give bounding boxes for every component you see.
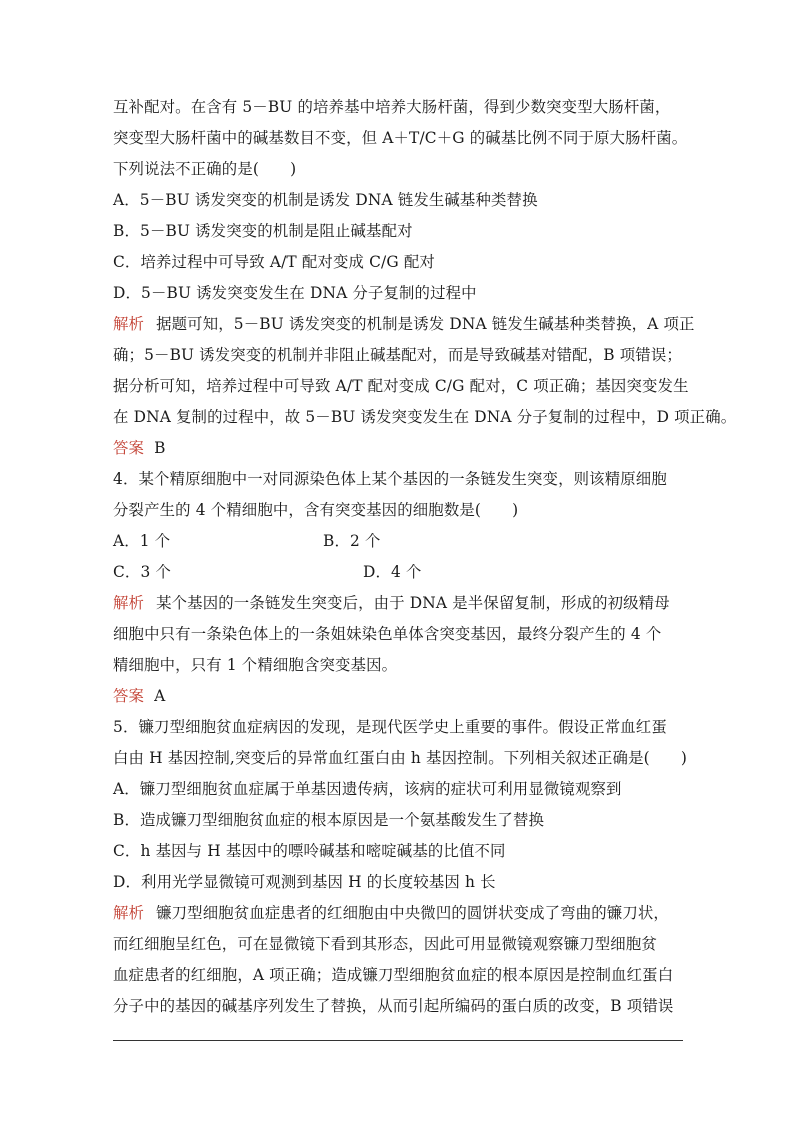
q5-option-b: B．造成镰刀型细胞贫血症的根本原因是一个氨基酸发生了替换: [113, 811, 545, 829]
q5-option-a: A．镰刀型细胞贫血症属于单基因遗传病，该病的症状可利用显微镜观察到: [113, 780, 622, 798]
q4-answer-line: [113, 681, 685, 712]
q4-analysis-line-2: 细胞中只有一条染色体上的一条姐妹染色单体含突变基因，最终分裂产生的 4 个: [113, 625, 662, 643]
q4-analysis-label: 解析: [113, 594, 145, 612]
q3-analysis-line-3: 据分析可知，培养过程中可导致 A/T 配对变成 C/G 配对，C 项正确；基因突变发生: [113, 377, 689, 395]
q4-option-d: D．4 个: [363, 563, 422, 581]
q5-analysis-label: 解析: [113, 904, 145, 922]
q3-analysis-line-2: 确；5－BU 诱发突变的机制并非阻止碱基配对，而是导致碱基对错配，B 项错误；: [113, 346, 682, 364]
q4-option-a: A．1 个: [113, 532, 171, 550]
q3-analysis-label: 解析: [113, 315, 145, 333]
q5-analysis-line-4: 分子中的基因的碱基序列发生了替换，从而引起所编码的蛋白质的改变，B 项错误: [113, 997, 674, 1015]
q4-option-c: C．3 个: [113, 563, 171, 581]
q4-analysis-line-1: [113, 588, 685, 619]
q3-answer-line: [113, 433, 685, 464]
q3-answer-value: B: [154, 439, 166, 457]
q5-stem-line-2: 白由 H 基因控制,突变后的异常血红蛋白由 h 基因控制。下列相关叙述正确是( ): [113, 749, 687, 767]
q3-analysis-line-4: 在 DNA 复制的过程中，故 5－BU 诱发突变发生在 DNA 分子复制的过程中，D 项正确。: [113, 408, 737, 426]
q4-answer-label: 答案: [113, 687, 145, 705]
q4-options-row-2: [113, 557, 685, 588]
q3-option-d: D．5－BU 诱发突变发生在 DNA 分子复制的过程中: [113, 284, 477, 302]
q3-option-b: B．5－BU 诱发突变的机制是阻止碱基配对: [113, 222, 413, 240]
q3-analysis-line-1: [113, 309, 695, 340]
q4-option-b: B．2 个: [323, 532, 381, 550]
q4-analysis-text-1: 某个基因的一条链发生突变后，由于 DNA 是半保留复制，形成的初级精母: [156, 594, 670, 612]
q3-stem-line-3: 下列说法不正确的是( ): [113, 160, 297, 178]
q5-option-d: D．利用光学显微镜可观测到基因 H 的长度较基因 h 长: [113, 873, 496, 891]
q5-analysis-line-1: [113, 898, 685, 929]
document-body: [113, 92, 737, 1022]
q5-stem-line-1: 5．镰刀型细胞贫血症病因的发现，是现代医学史上重要的事件。假设正常血红蛋: [113, 718, 667, 736]
q3-answer-label: 答案: [113, 439, 145, 457]
q3-stem-line-1: 互补配对。在含有 5－BU 的培养基中培养大肠杆菌，得到少数突变型大肠杆菌，: [113, 98, 671, 116]
q4-options-row-1: [113, 526, 685, 557]
q5-analysis-text-1: 镰刀型细胞贫血症患者的红细胞由中央微凹的圆饼状变成了弯曲的镰刀状，: [156, 904, 669, 922]
q3-option-c: C．培养过程中可导致 A/T 配对变成 C/G 配对: [113, 253, 435, 271]
page-bottom-rule: [113, 1040, 683, 1041]
q5-analysis-line-2: 而红细胞呈红色，可在显微镜下看到其形态，因此可用显微镜观察镰刀型细胞贫: [113, 935, 657, 953]
q3-option-a: A．5－BU 诱发突变的机制是诱发 DNA 链发生碱基种类替换: [113, 191, 538, 209]
q5-option-c: C．h 基因与 H 基因中的嘌呤碱基和嘧啶碱基的比值不同: [113, 842, 506, 860]
q3-stem-line-2: 突变型大肠杆菌中的碱基数目不变，但 A＋T/C＋G 的碱基比例不同于原大肠杆菌。: [113, 129, 688, 147]
q3-analysis-text-1: 据题可知，5－BU 诱发突变的机制是诱发 DNA 链发生碱基种类替换，A 项正: [156, 315, 695, 333]
q4-stem-line-1: 4．某个精原细胞中一对同源染色体上某个基因的一条链发生突变，则该精原细胞: [113, 470, 667, 488]
q4-analysis-line-3: 精细胞中，只有 1 个精细胞含突变基因。: [113, 656, 398, 674]
q5-analysis-line-3: 血症患者的红细胞，A 项正确；造成镰刀型细胞贫血症的根本原因是控制血红蛋白: [113, 966, 674, 984]
q4-stem-line-2: 分裂产生的 4 个精细胞中，含有突变基因的细胞数是( ): [113, 501, 519, 519]
q4-answer-value: A: [154, 687, 166, 705]
